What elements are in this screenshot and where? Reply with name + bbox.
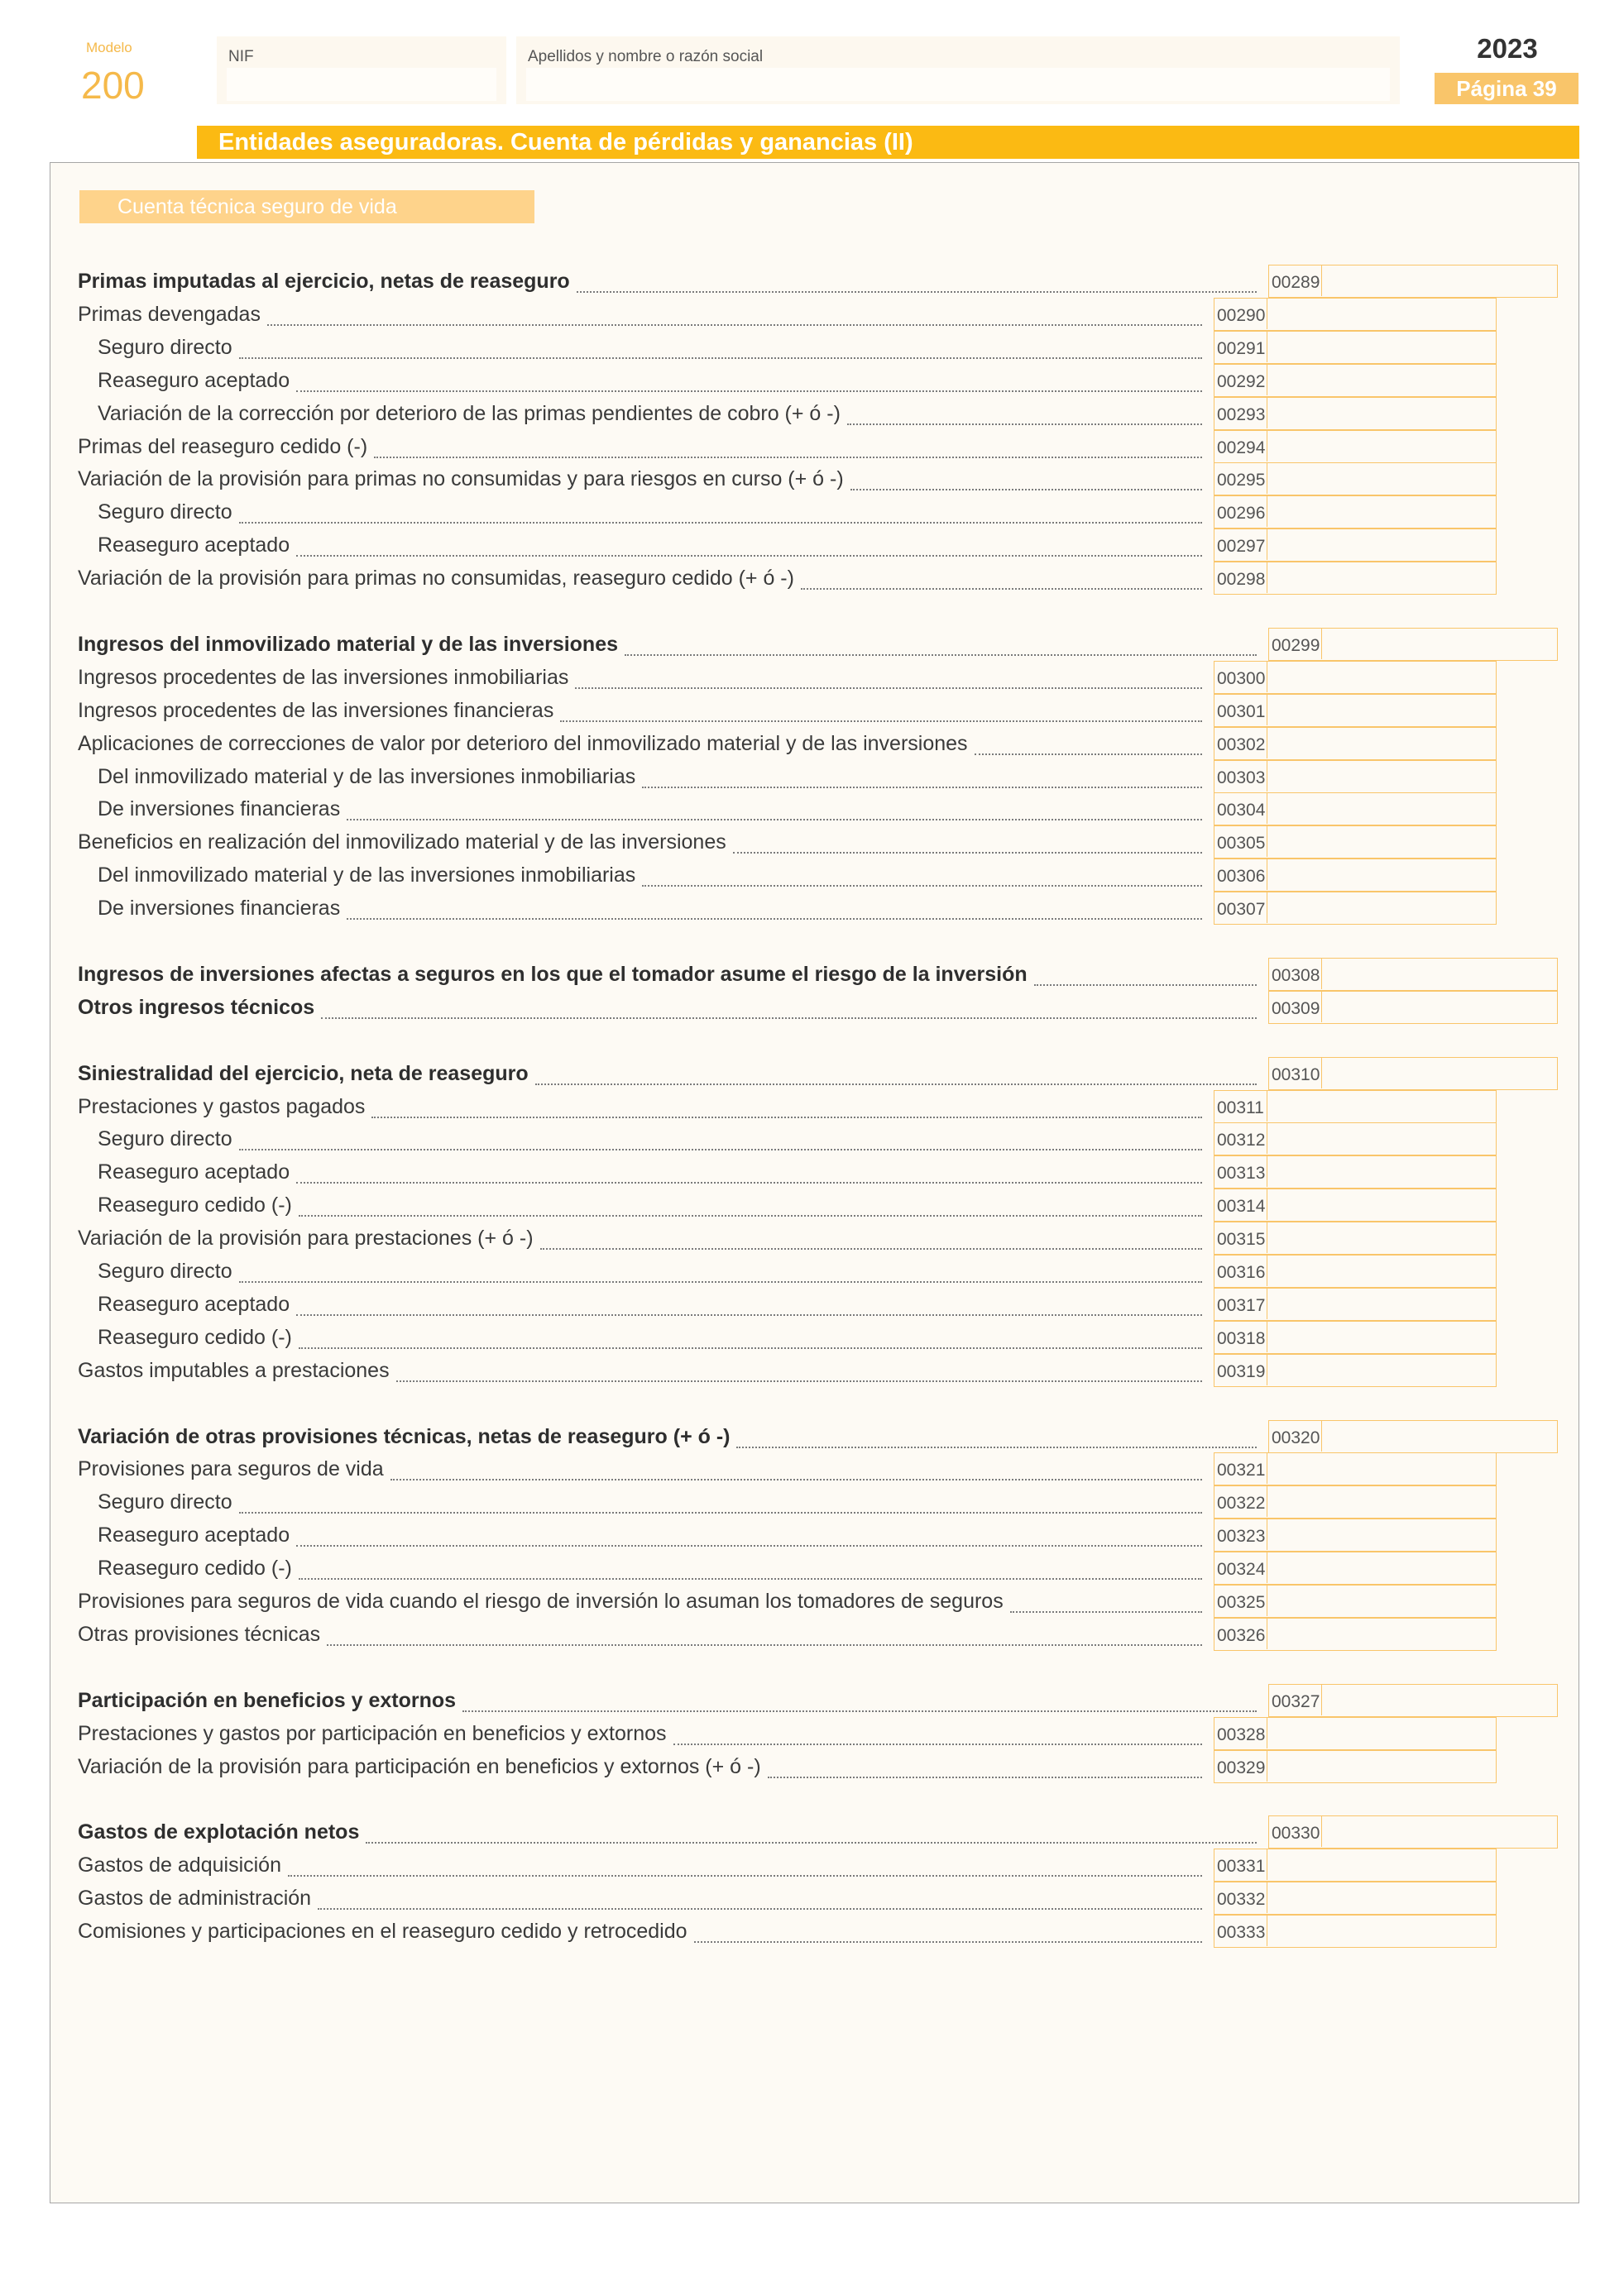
nif-box bbox=[217, 36, 506, 104]
dot-leader bbox=[296, 369, 1202, 392]
field-00322[interactable] bbox=[1214, 1485, 1497, 1519]
field-code: 00291 bbox=[1214, 332, 1267, 362]
field-code: 00324 bbox=[1214, 1552, 1267, 1583]
field-code: 00301 bbox=[1214, 695, 1267, 725]
row-label: Gastos de adquisición bbox=[78, 1854, 281, 1877]
field-value[interactable] bbox=[1269, 1519, 1494, 1550]
field-00319[interactable] bbox=[1214, 1354, 1497, 1387]
row-label: Variación de la corrección por deterioro de las primas pendientes de cobro (+ ó -) bbox=[98, 401, 841, 425]
field-value[interactable] bbox=[1269, 1355, 1494, 1385]
field-code: 00308 bbox=[1269, 959, 1322, 989]
row-label: Del inmovilizado material y de las inversiones inmobiliarias bbox=[98, 863, 636, 887]
row-label: Reaseguro aceptado bbox=[98, 368, 290, 392]
field-value[interactable] bbox=[1269, 562, 1494, 593]
field-code: 00331 bbox=[1214, 1849, 1267, 1880]
field-value[interactable] bbox=[1269, 761, 1494, 792]
field-code: 00326 bbox=[1214, 1619, 1267, 1649]
dot-leader bbox=[1010, 1590, 1202, 1613]
row-label: Ingresos de inversiones afectas a seguros en los que el tomador asume el riesgo de la inversión bbox=[78, 962, 1028, 986]
field-00317[interactable] bbox=[1214, 1288, 1497, 1321]
field-value[interactable] bbox=[1269, 529, 1494, 560]
field-00313[interactable] bbox=[1214, 1155, 1497, 1189]
field-value[interactable] bbox=[1269, 728, 1494, 758]
dot-leader bbox=[321, 996, 1257, 1019]
field-value[interactable] bbox=[1269, 826, 1494, 857]
field-value[interactable] bbox=[1269, 431, 1494, 462]
dot-leader bbox=[577, 270, 1257, 293]
dot-leader bbox=[560, 699, 1202, 722]
field-00333[interactable] bbox=[1214, 1915, 1497, 1948]
dot-leader bbox=[625, 633, 1257, 656]
field-code: 00312 bbox=[1214, 1123, 1267, 1154]
dot-leader bbox=[694, 1920, 1202, 1943]
field-code: 00298 bbox=[1214, 562, 1267, 593]
row-label: Gastos de administración bbox=[78, 1887, 312, 1911]
field-00298[interactable] bbox=[1214, 562, 1497, 595]
dot-leader bbox=[318, 1887, 1202, 1910]
field-code: 00304 bbox=[1214, 793, 1267, 824]
dot-leader bbox=[288, 1854, 1202, 1877]
field-value[interactable] bbox=[1269, 1189, 1494, 1220]
field-value[interactable] bbox=[1269, 1849, 1494, 1880]
row-label: Seguro directo bbox=[98, 335, 232, 359]
field-00309[interactable] bbox=[1268, 991, 1558, 1024]
field-00292[interactable] bbox=[1214, 364, 1497, 397]
dot-leader bbox=[850, 467, 1202, 490]
field-00327[interactable] bbox=[1268, 1684, 1558, 1717]
row-label: Ingresos del inmovilizado material y de las inversiones bbox=[78, 632, 619, 656]
field-code: 00310 bbox=[1269, 1058, 1322, 1088]
dot-leader bbox=[733, 830, 1202, 854]
field-code: 00314 bbox=[1214, 1189, 1267, 1220]
field-00299[interactable] bbox=[1268, 628, 1558, 661]
field-00297[interactable] bbox=[1214, 529, 1497, 562]
dot-leader bbox=[347, 797, 1202, 820]
dot-leader bbox=[366, 1820, 1257, 1844]
field-00326[interactable] bbox=[1214, 1618, 1497, 1651]
field-00323[interactable] bbox=[1214, 1519, 1497, 1552]
field-value[interactable] bbox=[1269, 496, 1494, 527]
field-code: 00319 bbox=[1214, 1355, 1267, 1385]
field-code: 00320 bbox=[1269, 1421, 1322, 1452]
field-00315[interactable] bbox=[1214, 1222, 1497, 1255]
field-00314[interactable] bbox=[1214, 1189, 1497, 1222]
field-00316[interactable] bbox=[1214, 1255, 1497, 1288]
dot-leader bbox=[371, 1095, 1202, 1118]
field-code: 00296 bbox=[1214, 496, 1267, 527]
modelo-label: Modelo bbox=[86, 40, 132, 55]
row-label: Reaseguro aceptado bbox=[98, 1523, 290, 1547]
field-00289[interactable] bbox=[1268, 265, 1558, 298]
row-label: Primas del reaseguro cedido (-) bbox=[78, 434, 368, 458]
row-label: Beneficios en realización del inmovilizado material y de las inversiones bbox=[78, 830, 726, 854]
field-value[interactable] bbox=[1324, 992, 1555, 1022]
dot-leader bbox=[374, 435, 1202, 458]
field-code: 00328 bbox=[1214, 1718, 1267, 1748]
field-code: 00321 bbox=[1214, 1453, 1267, 1484]
field-value[interactable] bbox=[1269, 1123, 1494, 1154]
row-label: Participación en beneficios y extornos bbox=[78, 1688, 457, 1712]
row-label: Aplicaciones de correcciones de valor por deterioro del inmovilizado material y de las inversiones bbox=[78, 731, 968, 755]
field-value[interactable] bbox=[1269, 1619, 1494, 1649]
field-code: 00327 bbox=[1269, 1685, 1322, 1715]
page-badge: Página 39 bbox=[1435, 73, 1578, 104]
field-00311[interactable] bbox=[1214, 1090, 1497, 1123]
field-value[interactable] bbox=[1324, 265, 1555, 296]
field-code: 00332 bbox=[1214, 1882, 1267, 1913]
field-value[interactable] bbox=[1269, 1751, 1494, 1782]
dot-leader bbox=[540, 1227, 1202, 1250]
field-code: 00317 bbox=[1214, 1289, 1267, 1319]
dot-leader bbox=[239, 1127, 1202, 1150]
dot-leader bbox=[673, 1722, 1203, 1745]
row-label: Otros ingresos técnicos bbox=[78, 995, 315, 1019]
field-value[interactable] bbox=[1269, 1289, 1494, 1319]
row-label: Gastos imputables a prestaciones bbox=[78, 1358, 390, 1382]
field-value[interactable] bbox=[1269, 1486, 1494, 1517]
row-label: Prestaciones y gastos por participación en beneficios y extornos bbox=[78, 1721, 667, 1745]
field-value[interactable] bbox=[1324, 1421, 1555, 1452]
dot-leader bbox=[642, 863, 1202, 887]
dot-leader bbox=[768, 1755, 1202, 1778]
field-code: 00306 bbox=[1214, 859, 1267, 890]
field-code: 00293 bbox=[1214, 398, 1267, 428]
row-label: De inversiones financieras bbox=[98, 797, 341, 821]
field-code: 00307 bbox=[1214, 892, 1267, 923]
field-code: 00302 bbox=[1214, 728, 1267, 758]
dot-leader bbox=[347, 897, 1202, 920]
field-code: 00311 bbox=[1214, 1091, 1267, 1122]
dot-leader bbox=[296, 533, 1202, 557]
field-value[interactable] bbox=[1269, 1718, 1494, 1748]
field-code: 00322 bbox=[1214, 1486, 1267, 1517]
field-00325[interactable] bbox=[1214, 1585, 1497, 1618]
field-code: 00329 bbox=[1214, 1751, 1267, 1782]
field-code: 00318 bbox=[1214, 1322, 1267, 1352]
field-value[interactable] bbox=[1324, 1685, 1555, 1715]
row-label: Primas imputadas al ejercicio, netas de reaseguro bbox=[78, 270, 570, 293]
field-00328[interactable] bbox=[1214, 1717, 1497, 1750]
field-00295[interactable] bbox=[1214, 462, 1497, 495]
field-value[interactable] bbox=[1269, 859, 1494, 890]
field-00324[interactable] bbox=[1214, 1552, 1497, 1585]
row-label: Seguro directo bbox=[98, 1127, 232, 1151]
row-label: Variación de otras provisiones técnicas, netas de reaseguro (+ ó -) bbox=[78, 1424, 731, 1448]
field-00306[interactable] bbox=[1214, 859, 1497, 892]
dot-leader bbox=[1034, 963, 1257, 986]
field-value[interactable] bbox=[1269, 1453, 1494, 1484]
field-00308[interactable] bbox=[1268, 958, 1558, 991]
field-value[interactable] bbox=[1269, 299, 1494, 329]
field-code: 00299 bbox=[1269, 629, 1322, 659]
dot-leader bbox=[462, 1689, 1257, 1712]
row-label: Variación de la provisión para participación en beneficios y extornos (+ ó -) bbox=[78, 1754, 761, 1778]
row-label: De inversiones financieras bbox=[98, 897, 341, 921]
nif-input[interactable] bbox=[227, 68, 496, 101]
field-value[interactable] bbox=[1269, 892, 1494, 923]
row-label: Prestaciones y gastos pagados bbox=[78, 1094, 366, 1118]
field-code: 00303 bbox=[1214, 761, 1267, 792]
field-value[interactable] bbox=[1269, 1156, 1494, 1187]
field-value[interactable] bbox=[1269, 332, 1494, 362]
row-label: Otras provisiones técnicas bbox=[78, 1622, 321, 1646]
dot-leader bbox=[296, 1523, 1202, 1547]
field-code: 00300 bbox=[1214, 662, 1267, 692]
field-00331[interactable] bbox=[1214, 1849, 1497, 1882]
dot-leader bbox=[975, 732, 1202, 755]
field-value[interactable] bbox=[1269, 1222, 1494, 1253]
row-label: Provisiones para seguros de vida bbox=[78, 1457, 384, 1481]
row-label: Variación de la provisión para prestaciones (+ ó -) bbox=[78, 1227, 534, 1251]
row-label: Variación de la provisión para primas no consumidas y para riesgos en curso (+ ó -) bbox=[78, 467, 844, 491]
field-code: 00292 bbox=[1214, 365, 1267, 395]
row-label: Provisiones para seguros de vida cuando el riesgo de inversión lo asuman los tomadores de seguros bbox=[78, 1590, 1004, 1613]
field-00320[interactable] bbox=[1268, 1420, 1558, 1453]
dot-leader bbox=[296, 1293, 1202, 1316]
field-00303[interactable] bbox=[1214, 760, 1497, 793]
field-code: 00290 bbox=[1214, 299, 1267, 329]
field-code: 00305 bbox=[1214, 826, 1267, 857]
field-value[interactable] bbox=[1269, 1091, 1494, 1122]
dot-leader bbox=[299, 1557, 1202, 1580]
field-00294[interactable] bbox=[1214, 430, 1497, 463]
row-label: Gastos de explotación netos bbox=[78, 1820, 360, 1844]
field-code: 00323 bbox=[1214, 1519, 1267, 1550]
field-value[interactable] bbox=[1269, 1882, 1494, 1913]
dot-leader bbox=[847, 402, 1202, 425]
field-value[interactable] bbox=[1269, 793, 1494, 824]
dot-leader bbox=[296, 1160, 1202, 1184]
row-label: Del inmovilizado material y de las inversiones inmobiliarias bbox=[98, 764, 636, 788]
row-label: Seguro directo bbox=[98, 500, 232, 524]
field-code: 00325 bbox=[1214, 1586, 1267, 1616]
field-value[interactable] bbox=[1269, 463, 1494, 494]
field-value[interactable] bbox=[1324, 1058, 1555, 1088]
row-label: Reaseguro cedido (-) bbox=[98, 1325, 292, 1349]
row-label: Seguro directo bbox=[98, 1260, 232, 1283]
field-value[interactable] bbox=[1269, 365, 1494, 395]
dot-leader bbox=[239, 1260, 1202, 1283]
row-label: Reaseguro cedido (-) bbox=[98, 1193, 292, 1217]
name-input[interactable] bbox=[526, 68, 1390, 101]
dot-leader bbox=[299, 1193, 1202, 1217]
dot-leader bbox=[396, 1359, 1202, 1382]
field-code: 00333 bbox=[1214, 1916, 1267, 1946]
field-00330[interactable] bbox=[1268, 1815, 1558, 1849]
dot-leader bbox=[535, 1062, 1257, 1085]
field-code: 00309 bbox=[1269, 992, 1322, 1022]
subsection-title: Cuenta técnica seguro de vida bbox=[79, 190, 534, 223]
field-value[interactable] bbox=[1269, 1322, 1494, 1352]
field-value[interactable] bbox=[1269, 1256, 1494, 1286]
field-00293[interactable] bbox=[1214, 397, 1497, 430]
field-code: 00313 bbox=[1214, 1156, 1267, 1187]
row-label: Reaseguro aceptado bbox=[98, 533, 290, 557]
row-label: Reaseguro aceptado bbox=[98, 1160, 290, 1184]
field-00329[interactable] bbox=[1214, 1750, 1497, 1783]
field-value[interactable] bbox=[1269, 398, 1494, 428]
field-00332[interactable] bbox=[1214, 1882, 1497, 1915]
field-00318[interactable] bbox=[1214, 1321, 1497, 1354]
field-00310[interactable] bbox=[1268, 1057, 1558, 1090]
field-00307[interactable] bbox=[1214, 892, 1497, 925]
field-00304[interactable] bbox=[1214, 792, 1497, 825]
field-00301[interactable] bbox=[1214, 694, 1497, 727]
field-value[interactable] bbox=[1269, 1552, 1494, 1583]
field-value[interactable] bbox=[1324, 1816, 1555, 1847]
field-00302[interactable] bbox=[1214, 727, 1497, 760]
field-code: 00295 bbox=[1214, 463, 1267, 494]
row-label: Seguro directo bbox=[98, 1490, 232, 1514]
section-title: Entidades aseguradoras. Cuenta de pérdidas y ganancias (II) bbox=[197, 126, 1579, 159]
field-value[interactable] bbox=[1269, 1916, 1494, 1946]
field-code: 00315 bbox=[1214, 1222, 1267, 1253]
field-00300[interactable] bbox=[1214, 661, 1497, 694]
field-code: 00289 bbox=[1269, 265, 1322, 296]
field-00296[interactable] bbox=[1214, 495, 1497, 529]
row-label: Reaseguro cedido (-) bbox=[98, 1557, 292, 1581]
name-box bbox=[516, 36, 1400, 104]
year-label: 2023 bbox=[1477, 33, 1538, 64]
field-code: 00297 bbox=[1214, 529, 1267, 560]
dot-leader bbox=[575, 666, 1202, 689]
row-label: Comisiones y participaciones en el reaseguro cedido y retrocedido bbox=[78, 1920, 687, 1943]
row-label: Siniestralidad del ejercicio, neta de reaseguro bbox=[78, 1061, 529, 1085]
row-label: Ingresos procedentes de las inversiones inmobiliarias bbox=[78, 665, 569, 689]
field-value[interactable] bbox=[1324, 959, 1555, 989]
row-label: Reaseguro aceptado bbox=[98, 1292, 290, 1316]
dot-leader bbox=[239, 336, 1202, 359]
dot-leader bbox=[390, 1457, 1202, 1480]
dot-leader bbox=[299, 1326, 1202, 1349]
field-code: 00316 bbox=[1214, 1256, 1267, 1286]
dot-leader bbox=[239, 1490, 1202, 1514]
nif-label: NIF bbox=[228, 48, 254, 65]
name-label: Apellidos y nombre o razón social bbox=[528, 48, 764, 65]
row-label: Ingresos procedentes de las inversiones financieras bbox=[78, 698, 554, 722]
field-code: 00294 bbox=[1214, 431, 1267, 462]
row-label: Primas devengadas bbox=[78, 302, 261, 326]
modelo-number: 200 bbox=[81, 64, 145, 107]
field-00321[interactable] bbox=[1214, 1452, 1497, 1485]
dot-leader bbox=[736, 1425, 1257, 1448]
dot-leader bbox=[642, 765, 1202, 788]
field-value[interactable] bbox=[1269, 662, 1494, 692]
field-00291[interactable] bbox=[1214, 331, 1497, 364]
field-00290[interactable] bbox=[1214, 298, 1497, 331]
field-code: 00330 bbox=[1269, 1816, 1322, 1847]
dot-leader bbox=[327, 1623, 1202, 1646]
dot-leader bbox=[801, 567, 1202, 590]
field-00305[interactable] bbox=[1214, 825, 1497, 859]
dot-leader bbox=[239, 500, 1202, 524]
field-00312[interactable] bbox=[1214, 1122, 1497, 1155]
field-value[interactable] bbox=[1269, 695, 1494, 725]
dot-leader bbox=[267, 303, 1202, 326]
field-value[interactable] bbox=[1269, 1586, 1494, 1616]
row-label: Variación de la provisión para primas no consumidas, reaseguro cedido (+ ó -) bbox=[78, 567, 794, 591]
field-value[interactable] bbox=[1324, 629, 1555, 659]
